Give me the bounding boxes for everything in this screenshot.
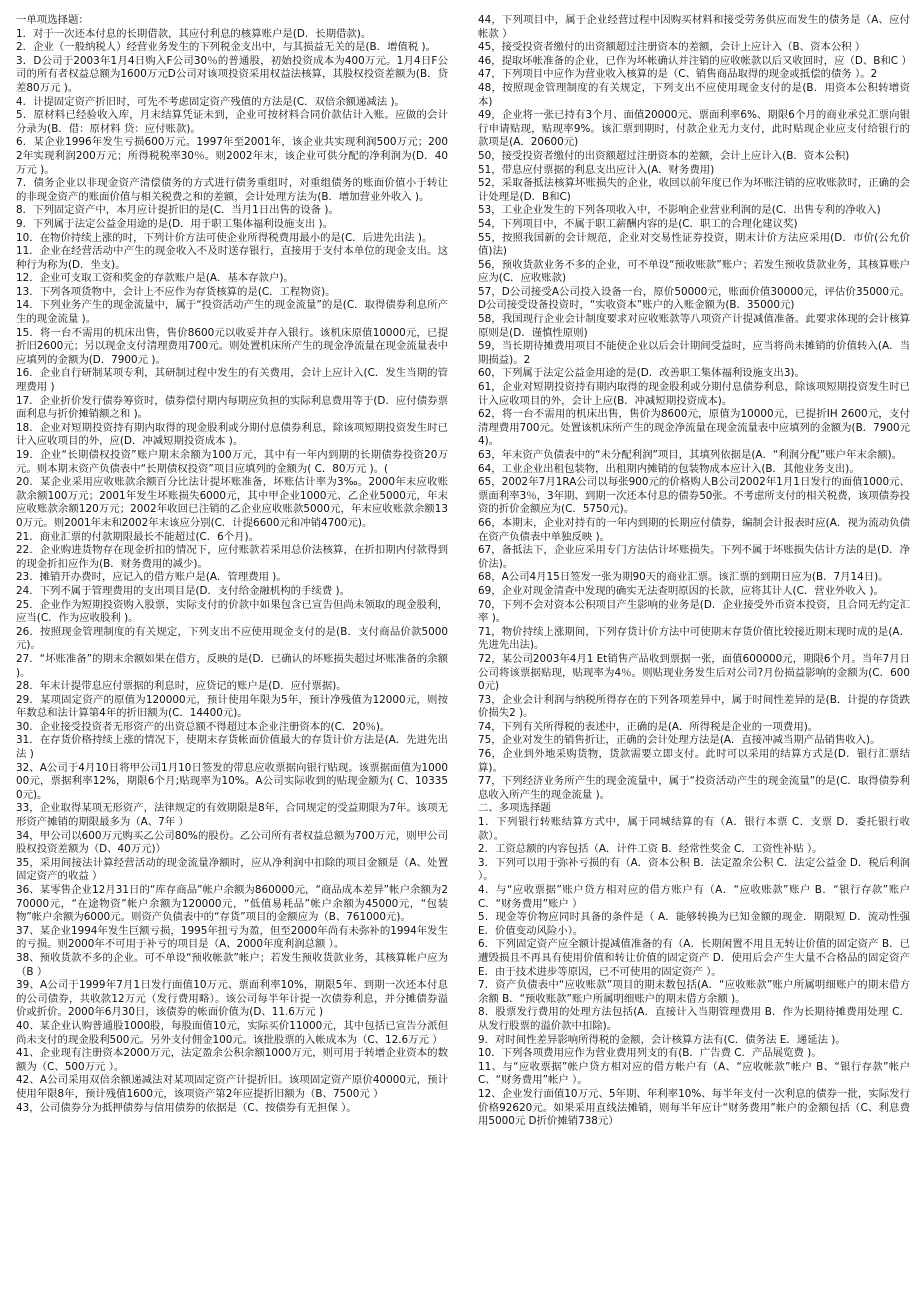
section-heading: 二、多项选择题 bbox=[478, 802, 551, 815]
question-item: 65，2002年7月1RA公司以每张900元的价格购人B公司2002年1月1日发行的面值1000元、票面利率3％，3年期、到期一次还本付息的债券50张。不考虑所支付的相关税费，该项债券投资的折价金额应为(C．5750元)。 bbox=[478, 476, 910, 516]
question-item: 70，下列不会对资本公积项目产生影响的业务是(D．企业接受外币资本投资，且合同无约定汇率 )。 bbox=[478, 598, 910, 625]
left-column bbox=[16, 14, 448, 1115]
question-item: 37、某企业1994年发生巨额亏损，1995年扭亏为盈，但至2000年尚有未弥补的1994年发生的亏损。则2000年不可用于补亏的项目是（A、2000年度利润总额 ）。 bbox=[16, 924, 448, 951]
question-item: 55，按照我国新的会计规范，企业对交易性证券投资，期末计价方法应采用(D．市价(公允价值)法) bbox=[478, 231, 910, 258]
question-item: 41、企业现有注册资本2000万元，法定盈余公积余额1000万元，则可用于转增企业资本的数额为（C、500万元 ）。 bbox=[16, 1047, 448, 1073]
question-item: 56，预收货款业务不多的企业，可不单设“预收账款”账户；若发生预收货款业务，其核算账户应为(C．应收账款) bbox=[478, 258, 910, 285]
question-item: 45，接受投资者缴付的出资额超过注册资本的差额，会计上应计入（B、资本公积 ） bbox=[478, 41, 866, 54]
question-item: 25．企业作为短期投资购入股票，实际支付的价款中如果包含已宣告但尚未领取的现金股利，应当(C．作为应收股利 )。 bbox=[16, 598, 448, 625]
question-item: 50，接受投资者缴付的出资额超过注册资本的差额，会计上应计入(B．资本公积) bbox=[478, 149, 850, 162]
question-item: 71，物价持续上涨期间，下列存货计价方法中可使期末存货价值比较接近期末现时成的是(A．先进先出法)。 bbox=[478, 625, 910, 652]
question-item: 16．企业自行研制某项专利，其研制过程中发生的有关费用，会计上应计入(C．发生当期的管理费用 ) bbox=[16, 367, 448, 394]
question-item: 22．企业购进货物存在现金折扣的情况下，应付账款若采用总价法核算，在折扣期内付款得到的现金折扣应作为(B．财务费用的减少)。 bbox=[16, 544, 448, 570]
question-item: 3．下列可以用于弥补亏损的有（A．资本公积 B．法定盈余公积 C．法定公益金 D．税后利润 ）。 bbox=[478, 856, 910, 883]
question-item: 7．资产负债表中“应收账款”项目的期末数包括(A．“应收账款”账户所属明细账户的期末借方余额 B．“预收账款”账户所属明细账户的期末借方余额 )。 bbox=[478, 979, 910, 1005]
question-item: 21．商业汇票的付款期限最长不能超过(C．6个月)。 bbox=[16, 530, 260, 543]
question-item: 9．对时间性差异影响所得税的金额，会计核算方法有(C．债务法 E．递延法 )。 bbox=[478, 1033, 846, 1046]
question-item: 28．年末计提带息应付票据的利息时，应贷记的账户是(D．应付票据)。 bbox=[16, 680, 347, 693]
question-item: 19．企业“长期债权投资”账户期末余额为100万元，其中有一年内到期的长期债券投资20万元。则本期末资产负债表中“长期债权投资”项目应填列的金额为( C．80万元 )。( bbox=[16, 449, 448, 475]
question-item: 48，按照现金管理制度的有关规定，下列支出不应使用现金支付的是(B．用资本公积转增资本) bbox=[478, 81, 910, 108]
question-item: 34，甲公司以600万元购买乙公司80%的股份。乙公司所有者权益总额为700万元，则甲公司股权投资差额为（D、40万元)） bbox=[16, 829, 448, 856]
question-item: 29．某项固定资产的原值为120000元，预计使用年限为5年，预计净残值为12000元，则按年数总和法计算第4年的折旧额为(C．14400元)。 bbox=[16, 693, 448, 720]
question-item: 8．股票发行费用的处理方法包括(A．直接计入当期管理费用 B．作为长期待摊费用处理 C．从发行股票的溢价款中扣除)。 bbox=[478, 1006, 910, 1032]
question-item: 64，工业企业出租包装物，出租期内摊销的包装物成本应计入(B．其他业务支出)。 bbox=[478, 462, 860, 475]
question-item: 11．企业在经营活动中产生的现金收入不及时送存银行，直接用于支付本单位的现金支出。这种行为称为(D．坐支)。 bbox=[16, 245, 448, 271]
question-item: 5．现金等价物应同时具备的条件是（ A．能够转换为已知金额的现金．期限短 D．流动性强 E．价值变动风险小）。 bbox=[478, 911, 910, 937]
question-item: 26．按照现金管理制度的有关规定，下列支出不应使用现金支付的是(B．支付商品价款5000元)。 bbox=[16, 625, 448, 652]
question-item: 6．下列固定资产应全额计提减值准备的有（A．长期闲置不用且无转让价值的固定资产 B．已遭毁损且不再具有使用价值和转让价值的固定资产 D．使用后会产生大量不合格品的固定资产 E．由于技术进步等原因，已不可使用的固定资产 ）。 bbox=[478, 938, 910, 978]
question-item: 18．企业对短期投资持有期内取得的现金股利或分期付息债券利息，除该项短期投资发生时已计入应收项目的外，应(D．冲减短期投资成本 )。 bbox=[16, 421, 448, 448]
question-item: 44，下列项目中，属于企业经营过程中因购买材料和接受劳务供应而发生的债务是（A、应付帐款 ） bbox=[478, 14, 910, 40]
question-item: 20．某企业采用应收账款余额百分比法计提坏账准备，坏账估计率为3‰。2000年末应收账款余额100万元；2001年发生坏账损失6000元，其中甲企业1000元、乙企业5000元，年末应收账款余额120万元；2002年收回已注销的乙企业应收账款5000元，年末应收账款余额130万元。则2001年末和2002年末该应分别(C．计提6600元和冲销4700元)。 bbox=[16, 476, 448, 529]
question-item: 7．债务企业以非现金资产清偿债务的方式进行债务重组时，对重组债务的账面价值小于转让的非现金资产的账面价值与相关税费之和的差额，会计处理方法为(B．增加营业外收入 )。 bbox=[16, 177, 448, 203]
question-item: 68，A公司4月15日签发一张为期90天的商业汇票。该汇票的到期日应为(B．7月14日)。 bbox=[478, 571, 889, 584]
question-item: 12．企业可支取工资和奖金的存款账户是(A．基本存款户)。 bbox=[16, 272, 294, 285]
question-item: 42、A公司采用双倍余额递减法对某项固定资产计提折旧。该项固定资产原价40000元，预计使用年限8年，预计残值1600元，该项资产第2年应提折旧额为（B、7500元 ） bbox=[16, 1074, 448, 1100]
question-item: 13．下列各项货物中，会计上不应作为存货核算的是(C．工程物资)。 bbox=[16, 285, 336, 298]
question-item: 51，带息应付票据的利息支出应计入(A．财务费用) bbox=[478, 163, 715, 176]
question-item: 57，D公司接受A公司投入设备一台，原价50000元，账面价值30000元，评估价35000元。D公司接受设备投资时，“实收资本”账户的入账金额为(B．35000元) bbox=[478, 285, 910, 312]
question-item: 38、预收货款不多的企业。可不单设“预收帐款”帐户；若发生预收货款业务，其核算帐户应为（B ） bbox=[16, 951, 448, 978]
question-item: 23．摊销开办费时，应记入的借方账户是(A．管理费用 )。 bbox=[16, 571, 287, 584]
question-item: 9．下列属于法定公益金用途的是(D．用于职工集体福利设施支出 )。 bbox=[16, 217, 333, 230]
question-item: 14．下列业务产生的现金流量中，属于“投资活动产生的现金流量”的是(C．取得债券利息所产生的现金流量 )。 bbox=[16, 299, 448, 326]
question-item: 72，某公司2003年4月1 Et销售产品收到票据一张，面值600000元，期限6个月。当年7月日公司将该票据贴现，贴现率为4％。则贴现业务发生后对公司?月份损益影响的金额为(C．6000元) bbox=[478, 652, 910, 693]
question-item: 35，采用间接法计算经营活动的现金流量净额时，应从净利润中扣除的项目金额是（A、处置固定资产的收益 ） bbox=[16, 856, 448, 883]
question-item: 17．企业折价发行债券筹资时，债券偿付期内每期应负担的实际利息费用等于(D．应付债券票面利息与折价摊销额之和 )。 bbox=[16, 394, 448, 421]
question-item: 24．下列不属于管理费用的支出项目是(D．支付给金融机构的手续费 )。 bbox=[16, 584, 350, 597]
question-item: 39、A公司于1999年7月1日发行面值10万元、票面利率10%，期限5年、到期一次还本付息的公司债券，共收款12万元（发行费用略）。该公司每半年计提一次债券利息，并分摊债券溢价或折价。2000年6月30日，该债券的帐面价值为(D、11.6万元 ) bbox=[16, 979, 448, 1019]
question-item: 60，下列属于法定公益金用途的是(D．改善职工集体福利设施支出3)。 bbox=[478, 367, 805, 380]
question-item: 66，本期末，企业对持有的一年内到期的长期应付债券，编制会计报表时应(A．视为流动负债在资产负债表中单独反映 )。 bbox=[478, 516, 910, 543]
question-item: 53，工业企业发生的下列各项收入中，不影响企业营业利润的是(C．出售专利的净收入) bbox=[478, 204, 881, 217]
question-item: 46，提取坏帐准备的企业，已作为坏帐确认并注销的应收帐款以后又收回时，应（D、B和C ） bbox=[478, 54, 912, 67]
question-item: 11、与“应收票据”帐户贷方相对应的借方帐户有（A、“应收帐款”帐户 B、“银行存款”帐户 C、“财务费用”帐户 ）。 bbox=[478, 1060, 910, 1087]
question-item: 12、企业发行面值10万元、5年期、年利率10%、每半年支付一次利息的债券一批，实际发行价格92620元。如果采用直线法摊销，则每半年应计“财务费用”帐户的金额包括（C、利息费用5000元 D折价摊销738元） bbox=[478, 1087, 910, 1128]
question-item: 74，下列有关所得税的表述中，正确的是(A．所得税是企业的一项费用)。 bbox=[478, 720, 819, 733]
question-item: 63，年末资产负债表中的“未分配利润”项目，其填列依据是(A．“利润分配”账户年末余额)。 bbox=[478, 449, 903, 461]
question-item: 4．计提固定资产折旧时，可先不考虑固定资产残值的方法是(C．双倍余额递减法 )。 bbox=[16, 95, 405, 108]
question-item: 30．企业接受投资者无形资产的出资总额不得超过本企业注册资本的(C．20％)。 bbox=[16, 720, 391, 733]
question-item: 36、某零售企业12月31日的“库存商品”帐户余额为860000元，“商品成本差异”帐户余额为270000元，“在途物资”帐户余额为120000元，“低值易耗品”帐户余额为45000元，“包装物”帐户余额为6000元。则资产负债表中的“存货”项目的金额应为（B、761000元)。 bbox=[16, 884, 448, 924]
question-item: 2．工资总额的内容包括（A．计件工资 B．经常性奖金 C．工资性补贴 ）。 bbox=[478, 843, 823, 856]
question-item: 67，备抵法下，企业应采用专门方法估计坏账损失。下列不属于坏账损失估计方法的是(D．净价法)。 bbox=[478, 544, 910, 570]
section-heading: 一单项选择题： bbox=[16, 14, 89, 26]
question-item: 5．原材料已经验收入库，月末结算凭证未到，企业可按材料合同价款估计入账。应做的会计分录为(B．借：原材料 贷：应付账款)。 bbox=[16, 109, 448, 135]
question-item: 1．下列银行转账结算方式中，属于同城结算的有（A．银行本票 C．支票 D．委托银行收款）。 bbox=[478, 816, 910, 842]
question-item: 52，采取备抵法核算坏账损失的企业，收回以前年度已作为坏账注销的应收账款时，正确的会计处理是(D．B和C) bbox=[478, 177, 910, 203]
question-item: 76，企业到外地采购货物，货款需要立即支付。此时可以采用的结算方式是(D．银行汇票结算)。 bbox=[478, 748, 910, 774]
question-item: 54，下列项目中，不属于职工薪酬内容的是(C．职工的合理化建议奖) bbox=[478, 217, 798, 230]
question-item: 27．“坏账准备”的期末余额如果在借方，反映的是(D．已确认的坏账损失超过坏账准备的余额 )。 bbox=[16, 652, 448, 679]
question-item: 15．将一台不需用的机床出售，售价8600元以收妥并存入银行。该机床原值10000元，已提折旧2600元；另以现金支付清理费用700元。则处置机床所产生的现金净流量在现金流量表中应填列的金额为(D．7900元 )。 bbox=[16, 326, 448, 366]
question-item: 1．对于一次还本付息的长期借款，其应付利息的核算账户是(D．长期借款)。 bbox=[16, 27, 372, 40]
question-item: 61，企业对短期投资持有期内取得的现金股利或分期付息债券利息，除该项短期投资发生时已计入应收项目的外，会计上应(B．冲减短期投资成本)。 bbox=[478, 381, 910, 407]
question-item: 8．下列固定资产中，本月应计提折旧的是(C．当月1日出售的设备 )。 bbox=[16, 204, 339, 217]
question-item: 32、A公司于4月10日将甲公司1月10日签发的带息应收票据向银行贴现。该票据面值为100000元，票据利率12%，期限6个月;贴现率为10%。A公司实际收到的贴现金额为( C、103350元)。 bbox=[16, 761, 448, 801]
question-item: 33，企业取得某项无形资产，法律规定的有效期限是8年，合同规定的受益期限为7年。该项无形资产摊销的期限最多为（A、7年 ） bbox=[16, 802, 448, 829]
question-item: 31．在存货价格持续上涨的情况下，使期末存货帐面价值最大的存货计价方法是(A．先进先出法 ) bbox=[16, 734, 448, 761]
question-item: 59，当长期待摊费用项目不能使企业以后会计期间受益时，应当将尚未摊销的价值转入(A．当期损益)。2 bbox=[478, 340, 910, 366]
question-item: 49，企业将一张已持有3个月、面值20000元、票面利率6%、期限6个月的商业承兑汇票向银行申请贴现，贴现率9%。该汇票到期时，付款企业无力支付，此时贴现企业应支付给银行的款项是(A．20600元) bbox=[478, 109, 910, 149]
question-item: 2．企业（一般纳税人）经营业务发生的下列税金支出中，与其损益无关的是(B．增值税 )。 bbox=[16, 41, 436, 54]
question-item: 73，企业会计利润与纳税所得存在的下列各项差异中，属于时间性差异的是(B．计提的存货跌价损失2 )。 bbox=[478, 693, 910, 720]
question-item: 77，下列经济业务所产生的现金流量中，属于“投资活动产生的现金流量”的是(C．取得债券利息收入所产生的现金流量 )。 bbox=[478, 775, 910, 801]
question-item: 62，将一台不需用的机床出售，售价为8600元，原值为10000元，已提折IH 2600元，支付清理费用700元。处置该机床所产生的现金净流量在现金流量表中应填列的金额为(B．7900元4)。 bbox=[478, 408, 910, 448]
question-item: 43，公司债券分为抵押债券与信用债券的依据是（C、按债券有无担保 ）。 bbox=[16, 1101, 357, 1114]
question-item: 10．在物价持续上涨的时，下列计价方法可使企业所得税费用最小的是(C．后进先出法 )。 bbox=[16, 231, 433, 244]
question-item: 75，企业对发生的销售折让，正确的会计处理方法是(A．直接冲减当期产品销售收入)。 bbox=[478, 734, 881, 747]
question-item: 40、某企业认购普通股1000股，每股面值10元，实际买价11000元，其中包括已宣告分派但尚未支付的现金股利500元。另外支付佣金100元。该批股票的入帐成本为（C、12.6万元 ） bbox=[16, 1019, 448, 1046]
question-item: 58，我国现行企业会计制度要求对应收账款等八项资产计提减值准备。此要求体现的会计核算原则是(D．谨慎性原则) bbox=[478, 313, 910, 339]
question-item: 4．与“应收票据”账户贷方相对应的借方账户有（A．“应收账款”账户 B．“银行存款”账户 C．“财务费用”账户 ） bbox=[478, 884, 910, 910]
question-item: 69，企业对现金清查中发现的确实无法查明原因的长款，应将其计人(C．营业外收入 )。 bbox=[478, 584, 884, 597]
question-item: 10．下列各项费用应作为营业费用列支的有(B．广告费 C．产品展览费 )。 bbox=[478, 1047, 822, 1060]
question-item: 47，下列项目中应作为营业收入核算的是（C、销售商品取得的现金或抵偿的债务 ）。2 bbox=[478, 68, 878, 81]
question-item: 6．某企业1996年发生亏损600万元。1997年至2001年，该企业共实现利润500万元；2002年实现利润200万元；所得税税率30％。则2002年末，该企业可供分配的净利润为(D．40万元 )。 bbox=[16, 136, 448, 176]
question-item: 3．D公司于2003年1月4日购入F公司30％的普通股，初始投资成本为400万元。1月4日F公司的所有者权益总额为1600万元D公司对该项投资采用权益法核算，其股权投资差额为(B．贷差80万元 )。 bbox=[16, 54, 448, 94]
right-column bbox=[478, 14, 910, 1129]
